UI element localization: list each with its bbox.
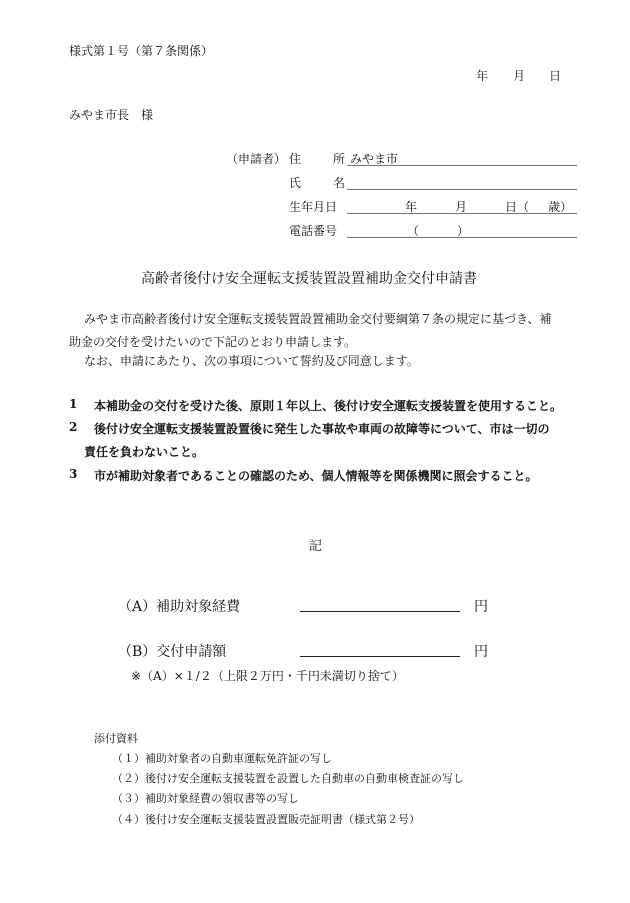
birth-year: 年 (405, 200, 418, 214)
address-label-1: 住 (289, 152, 302, 166)
intro-line-1: みやま市高齢者後付け安全運転支援装置設置補助金交付要綱第７条の規定に基づき、補 (84, 312, 552, 326)
address-label-2: 所 (333, 152, 346, 166)
attachments-heading: 添付資料 (94, 732, 138, 745)
pledge-1-text: 本補助金の交付を受けた後、原則１年以上、後付け安全運転支援装置を使用すること。 (94, 399, 563, 413)
phone-label: 電話番号 (289, 224, 338, 238)
document-title: 高齢者後付け安全運転支援装置設置補助金交付申請書 (141, 271, 477, 287)
attachment-3-number: （３） (112, 792, 145, 805)
amount-a-unit: 円 (474, 599, 488, 615)
amount-b-unit: 円 (474, 644, 488, 660)
birth-underline (347, 213, 577, 214)
attachment-2-number: （２） (112, 772, 145, 785)
attachment-4-text: 後付け安全運転支援装置設置販売証明書（様式第２号） (145, 813, 420, 826)
birth-day: 日（ (505, 200, 530, 214)
attachment-4-number: （４） (112, 813, 145, 826)
attachment-3-text: 補助対象経費の領収書等の写し (145, 792, 299, 805)
phone-underline (347, 237, 577, 238)
amount-note: ※（A）×１/２（上限２万円・千円未満切り捨て） (131, 669, 404, 683)
date-month-label: 月 (513, 69, 526, 83)
pledge-2-continuation: 責任を負わないこと。 (84, 445, 205, 459)
address-value: みやま市 (350, 152, 399, 166)
attachment-1-number: （１） (112, 752, 145, 765)
applicant-label: （申請者） (226, 152, 287, 166)
name-underline (347, 189, 577, 190)
pledge-3-number: 3 (69, 467, 78, 481)
phone-close: ） (457, 224, 470, 238)
date-year-label: 年 (476, 69, 489, 83)
pledge-3-text: 市が補助対象者であることの確認のため、個人情報等を関係機関に照会すること。 (94, 469, 538, 483)
phone-open: （ (407, 224, 420, 238)
birth-label: 生年月日 (289, 200, 338, 214)
address-underline (347, 165, 577, 166)
ki-heading: 記 (309, 539, 323, 554)
birth-month: 月 (455, 200, 468, 214)
amount-b-label: （B）交付申請額 (118, 644, 227, 660)
pledge-1-number: 1 (69, 397, 78, 411)
form-number: 様式第１号（第７条関係） (69, 44, 214, 58)
pledge-2-text: 後付け安全運転支援装置設置後に発生した事故や車両の故障等について、市は一切の (94, 422, 550, 436)
intro-line-3: なお、申請にあたり、次の事項について誓約及び同意します。 (84, 354, 419, 368)
attachment-2-text: 後付け安全運転支援装置を設置した自動車の自動車検査証の写し (145, 772, 464, 785)
amount-b-underline (300, 656, 460, 657)
name-label-2: 名 (333, 176, 346, 190)
amount-a-label: （A）補助対象経費 (118, 599, 241, 615)
date-day-label: 日 (549, 69, 562, 83)
pledge-2-number: 2 (69, 420, 78, 434)
name-label-1: 氏 (289, 176, 302, 190)
addressee: みやま市長 様 (69, 108, 154, 122)
attachment-1-text: 補助対象者の自動車運転免許証の写し (145, 752, 332, 765)
birth-age: 歳） (548, 200, 573, 214)
intro-line-2: 助金の交付を受けたいので下記のとおり申請します。 (69, 335, 357, 349)
amount-a-underline (300, 611, 460, 612)
